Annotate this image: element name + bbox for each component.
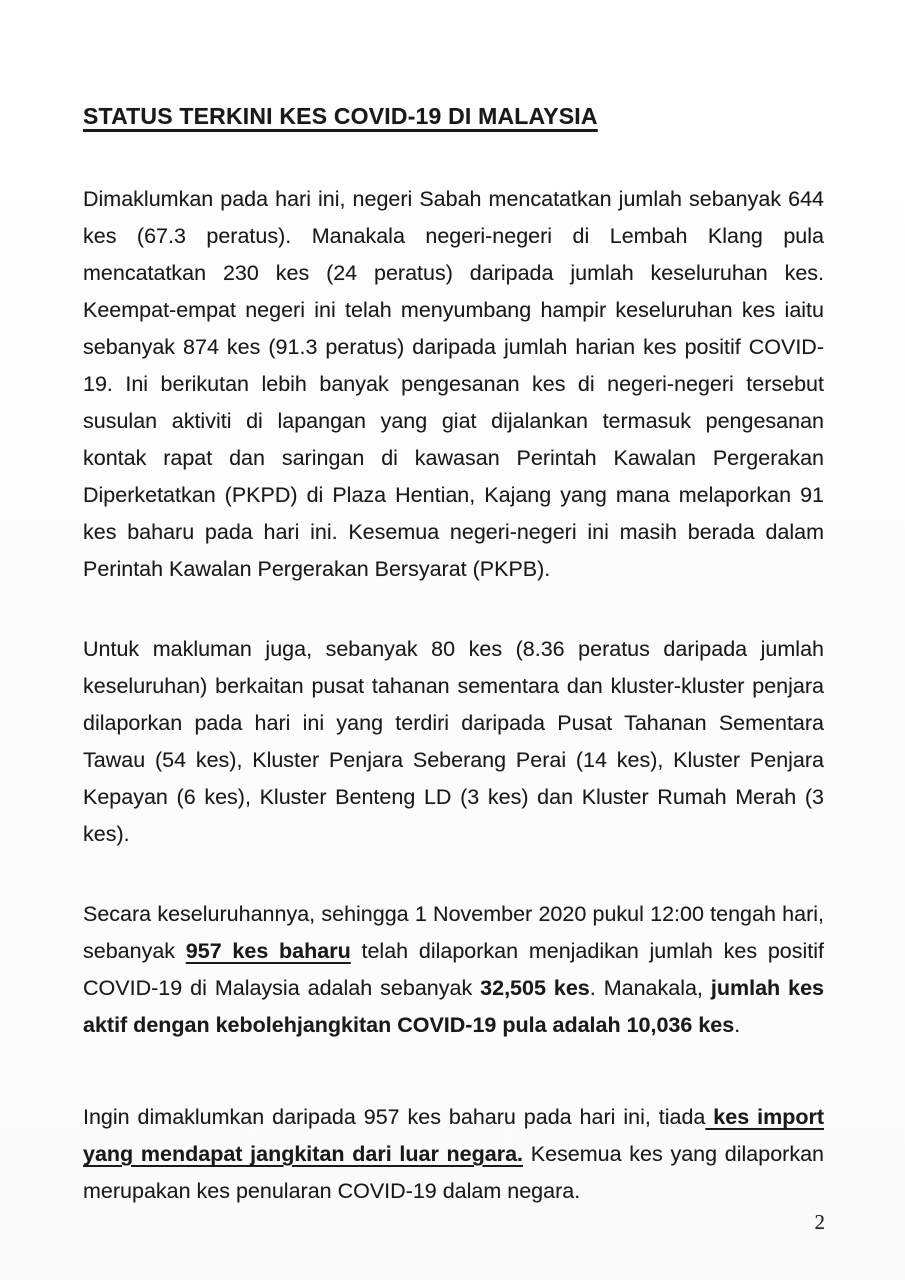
text-run: Dimaklumkan pada hari ini, negeri Sabah mencatatkan jumlah sebanyak 644 kes (67.3 peratus). Manakala negeri-negeri di Lembah Klang pula mencatatkan 230 kes (24 peratus) daripada jumlah keseluruhan kes. Keempat-empat negeri ini telah menyumbang hampir keseluruhan kes iaitu sebanyak 874 kes (91.3 peratus) daripada jumlah harian kes positif COVID-19. Ini berikutan lebih banyak pengesanan kes di negeri-negeri tersebut susulan aktiviti di lapangan yang giat dijalankan termasuk pengesanan kontak rapat dan saringan di kawasan Perintah Kawalan Pergerakan Diperketatkan (PKPD) di Plaza Hentian, Kajang yang mana melaporkan 91 kes baharu pada hari ini. Kesemua negeri-negeri ini masih berada dalam Perintah Kawalan Pergerakan Bersyarat (PKPB). [83, 187, 824, 581]
text-run: telah dilaporkan menjadikan jumlah kes positif COVID-19 di Malaysia adalah sebanyak [83, 939, 824, 1000]
paragraph [83, 631, 824, 853]
text-run: Secara keseluruhannya, sehingga 1 November 2020 pukul 12:00 tengah hari, sebanyak [83, 902, 824, 963]
page-number: 2 [814, 1210, 825, 1234]
text-run: kes import yang mendapat jangkitan dari luar negara. [83, 1105, 824, 1166]
paragraph [83, 181, 824, 588]
text-run: Kesemua kes yang dilaporkan merupakan kes penularan COVID-19 dalam negara. [83, 1142, 825, 1203]
paragraph [83, 1099, 824, 1210]
document-content [83, 103, 824, 1210]
text-run: Untuk makluman juga, sebanyak 80 kes (8.36 peratus daripada jumlah keseluruhan) berkaitan pusat tahanan sementara dan kluster-kluster penjara dilaporkan pada hari ini yang terdiri daripada Pusat Tahanan Sementara Tawau (54 kes), Kluster Penjara Seberang Perai (14 kes), Kluster Penjara Kepayan (6 kes), Kluster Benteng LD (3 kes) dan Kluster Rumah Merah (3 kes). [83, 637, 824, 846]
document-body [83, 181, 824, 1210]
text-run: 32,505 kes [480, 976, 590, 1000]
text-run: jumlah kes aktif dengan kebolehjangkitan COVID-19 pula adalah 10,036 kes [83, 976, 824, 1037]
text-run: . [734, 1013, 741, 1037]
text-run: Ingin dimaklumkan daripada 957 kes baharu pada hari ini, tiada [83, 1105, 706, 1129]
text-run: . Manakala, [589, 976, 711, 1000]
text-run: 957 kes baharu [185, 939, 351, 963]
document-title: STATUS TERKINI KES COVID-19 DI MALAYSIA [83, 103, 598, 129]
paragraph [83, 896, 824, 1044]
